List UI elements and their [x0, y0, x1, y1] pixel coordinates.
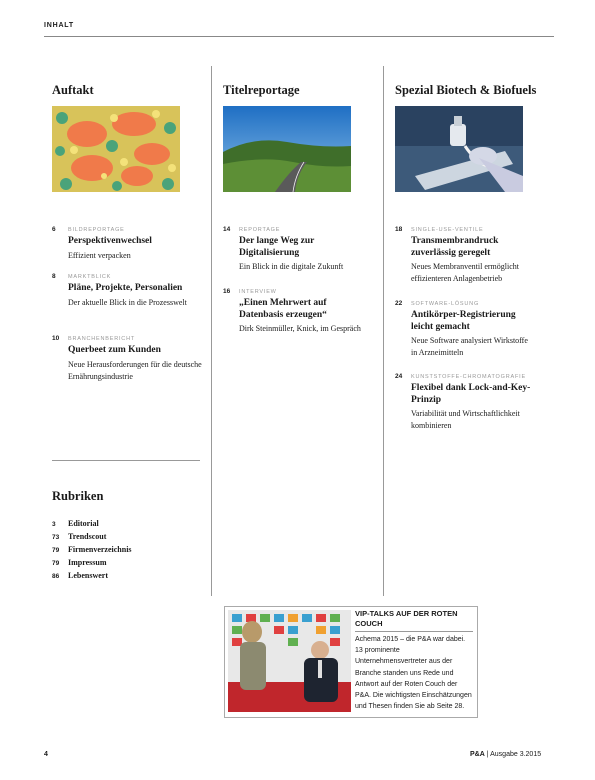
rubrik-item[interactable] [52, 532, 106, 541]
rubrik-item[interactable] [52, 558, 107, 567]
headline: Pläne, Projekte, Personalien [68, 283, 183, 293]
kicker: BRANCHENBERICHT [68, 336, 136, 342]
footer-magazine: P&A [470, 751, 485, 758]
teaser: Neue Herausforderungen für die deutsche Ernährungsindustrie [68, 359, 202, 381]
rubrik-item[interactable] [52, 571, 108, 580]
road-landscape-photo [223, 106, 351, 192]
headline: Perspektivenwechsel [68, 236, 152, 246]
page-number: 16 [223, 288, 231, 295]
kicker: SOFTWARE-LÖSUNG [411, 301, 480, 307]
kicker: MARKTBLICK [68, 274, 112, 280]
toc-entry[interactable] [223, 288, 383, 335]
section-label: INHALT [44, 22, 74, 29]
toc-entry[interactable] [395, 300, 555, 359]
vegetables-photo [52, 106, 180, 192]
rubrik-label: Impressum [68, 558, 107, 567]
teaser: Neue Software analysiert Wirkstoffe in Arzneimitteln [411, 336, 528, 357]
toc-entry[interactable] [52, 226, 212, 262]
vip-talks-text [355, 609, 473, 712]
teaser: Der aktuelle Blick in die Prozesswelt [68, 297, 187, 307]
teaser: Variabilität und Wirtschaftlichkeit kombinieren [411, 409, 520, 430]
kicker: BILDREPORTAGE [68, 227, 125, 233]
lab-equipment-photo [395, 106, 523, 192]
page-number: 10 [52, 335, 60, 342]
rubrik-label: Firmenverzeichnis [68, 545, 132, 554]
page-number: 22 [395, 300, 403, 307]
toc-entry[interactable] [52, 273, 212, 309]
teaser: Neues Membranventil ermöglicht effizienteren Anlagenbetrieb [411, 262, 519, 283]
red-couch-photo [228, 610, 351, 712]
rubrik-item[interactable] [52, 545, 132, 554]
footer-page-number: 4 [44, 751, 48, 758]
page-number: 18 [395, 226, 403, 233]
top-rule [44, 36, 554, 37]
column-title-auftakt: Auftakt [52, 83, 94, 97]
headline: „Einen Mehrwert auf Datenbasis erzeugen“ [239, 298, 327, 320]
page-number: 6 [52, 226, 56, 233]
column-title-spezial: Spezial Biotech & Biofuels [395, 83, 537, 97]
headline: Flexibel dank Lock-and-Key-Prinzip [411, 383, 531, 405]
kicker: SINGLE-USE-VENTILE [411, 227, 484, 233]
rubriken-title: Rubriken [52, 489, 104, 503]
page-number: 79 [52, 547, 60, 554]
column-title-titelreportage: Titelreportage [223, 83, 300, 97]
page-number: 79 [52, 560, 60, 567]
vip-talks-title: VIP-TALKS AUF DER ROTEN COUCH [355, 609, 473, 632]
toc-entry[interactable] [395, 226, 555, 285]
page-number: 8 [52, 273, 56, 280]
headline: Transmembrandruck zuverlässig geregelt [411, 236, 499, 258]
headline: Der lange Weg zur Digitalisierung [239, 236, 315, 258]
page-number: 73 [52, 534, 60, 541]
column-divider [211, 66, 212, 596]
vip-talks-body: Achema 2015 – die P&A war dabei. 13 prominente Unternehmensvertreter aus der Branche standen uns Rede und Antwort auf der Roten Couch der P&A. Die wichtigsten Einschätzungen und Thesen finden Sie ab Seite 28. [355, 636, 472, 711]
column-divider [383, 66, 384, 596]
footer-issue [470, 751, 541, 758]
rubriken-rule [52, 460, 200, 461]
toc-entry[interactable] [395, 373, 555, 432]
kicker: INTERVIEW [239, 289, 277, 295]
rubrik-label: Editorial [68, 519, 99, 528]
teaser: Effizient verpacken [68, 250, 131, 260]
headline: Antikörper-Registrierung leicht gemacht [411, 310, 516, 332]
teaser: Ein Blick in die digitale Zukunft [239, 262, 344, 271]
page-number: 24 [395, 373, 403, 380]
page-number: 86 [52, 573, 60, 580]
toc-entry[interactable] [52, 335, 212, 383]
rubrik-label: Lebenswert [68, 571, 108, 580]
rubrik-item[interactable] [52, 519, 99, 528]
rubrik-label: Trendscout [68, 532, 107, 541]
kicker: KUNSTSTOFFE-CHROMATOGRAFIE [411, 374, 526, 380]
toc-entry[interactable] [223, 226, 383, 273]
footer-issue-label: | Ausgabe 3.2015 [486, 751, 542, 758]
kicker: REPORTAGE [239, 227, 281, 233]
headline: Querbeet zum Kunden [68, 345, 161, 355]
page-number: 3 [52, 521, 56, 528]
page-number: 14 [223, 226, 231, 233]
teaser: Dirk Steinmüller, Knick, im Gespräch [239, 324, 361, 333]
